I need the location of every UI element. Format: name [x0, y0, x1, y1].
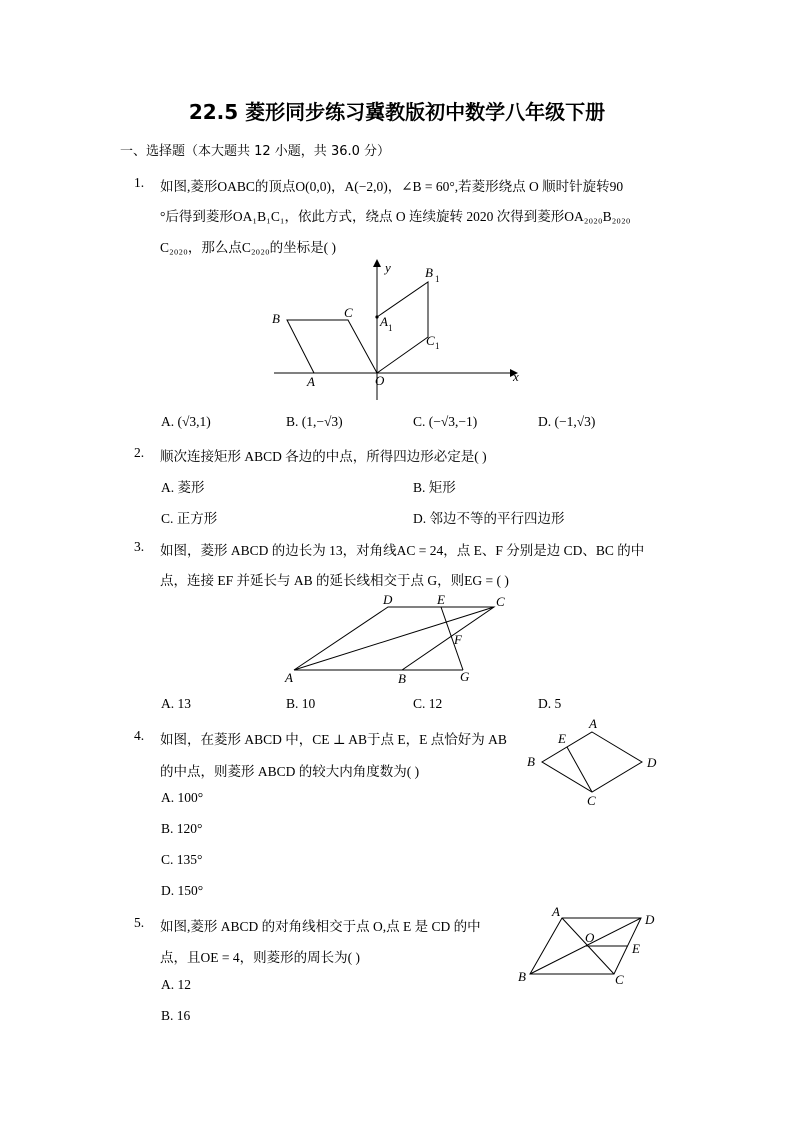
question-number: 2.: [134, 445, 145, 460]
label-c1: C: [426, 333, 435, 348]
question-number: 1.: [134, 175, 145, 190]
diagonal-ac: [294, 607, 494, 670]
label-d: D: [647, 755, 657, 770]
option-b[interactable]: B. 120°: [161, 821, 203, 836]
option-d[interactable]: D. (−1,√3): [538, 414, 596, 429]
option-c[interactable]: C. 12: [413, 696, 443, 711]
label-c: C: [587, 793, 596, 808]
page-title: 22.5 菱形同步练习冀教版初中数学八年级下册: [188, 100, 606, 124]
label-y: y: [385, 260, 391, 275]
question-text: 如图，菱形 ABCD 的边长为 13，对角线AC = 24，点 E、F 分别是边 CD、BC 的中: [160, 543, 645, 558]
option-a[interactable]: A. 12: [161, 977, 191, 992]
question-text: °后得到菱形OA₁B₁C₁，依此方式，绕点 O 连续旋转 2020 次得到菱形OA₂₀₂₀B₂₀₂₀: [160, 209, 631, 224]
label-a: A: [307, 374, 315, 389]
option-b[interactable]: B. 10: [286, 696, 316, 711]
label-c: C: [615, 972, 624, 987]
figure-rotated-rhombus: [262, 255, 532, 407]
question-text: 如图,菱形 ABCD 的对角线相交于点 O,点 E 是 CD 的中: [160, 919, 481, 934]
label-x: x: [513, 369, 519, 384]
option-a[interactable]: A. 13: [161, 696, 191, 711]
question-text: 如图,菱形OABC的顶点O(0,0)，A(−2,0)，∠B = 60°,若菱形绕点 O 顺时针旋转90: [160, 179, 624, 194]
label-b1: B: [425, 265, 433, 280]
figure-rhombus-ce: [520, 712, 670, 812]
label-c: C: [344, 305, 353, 320]
label-c1-sub: 1: [435, 341, 440, 351]
option-a[interactable]: A. (√3,1): [161, 414, 211, 429]
label-a: A: [285, 670, 293, 685]
question-text: 点，且OE = 4，则菱形的周长为( ): [160, 950, 360, 965]
section-heading: 一、选择题（本大题共 12 小题，共 36.0 分）: [120, 144, 391, 159]
option-a[interactable]: A. 菱形: [161, 480, 205, 495]
y-axis-arrow: [373, 259, 381, 267]
option-d[interactable]: D. 5: [538, 696, 562, 711]
label-a1: A: [380, 314, 388, 329]
label-f: F: [454, 632, 462, 647]
label-o: O: [585, 930, 595, 945]
label-e: E: [632, 941, 640, 956]
point-a1: [375, 315, 378, 318]
label-e: E: [437, 592, 445, 607]
option-d[interactable]: D. 150°: [161, 883, 204, 898]
label-d: D: [645, 912, 655, 927]
rhombus-abcd: [542, 732, 642, 792]
option-c[interactable]: C. 135°: [161, 852, 203, 867]
question-text: 的中点，则菱形 ABCD 的较大内角度数为( ): [160, 764, 420, 779]
option-d[interactable]: D. 邻边不等的平行四边形: [413, 511, 565, 526]
figure-rhombus-efg: [280, 592, 520, 690]
question-number: 4.: [134, 728, 145, 743]
question-number: 5.: [134, 915, 145, 930]
label-a1-sub: 1: [388, 323, 393, 333]
rhombus-oabc: [287, 320, 377, 373]
option-c[interactable]: C. (−√3,−1): [413, 414, 478, 429]
label-b: B: [518, 969, 526, 984]
label-b: B: [527, 754, 535, 769]
label-e: E: [558, 731, 566, 746]
label-a: A: [552, 904, 560, 919]
question-text: 如图，在菱形 ABCD 中，CE ⊥ AB于点 E，E 点恰好为 AB: [160, 732, 507, 747]
label-d: D: [383, 592, 393, 607]
label-b: B: [272, 311, 280, 326]
label-b: B: [398, 671, 406, 686]
option-b[interactable]: B. 16: [161, 1008, 191, 1023]
label-g: G: [460, 669, 470, 684]
option-a[interactable]: A. 100°: [161, 790, 204, 805]
figure-rhombus-oe: [512, 904, 672, 988]
option-b[interactable]: B. (1,−√3): [286, 414, 343, 429]
option-c[interactable]: C. 正方形: [161, 511, 218, 526]
label-c: C: [496, 594, 505, 609]
question-text: 点，连接 EF 并延长与 AB 的延长线相交于点 G，则EG = ( ): [160, 573, 509, 588]
question-text: 顺次连接矩形 ABCD 各边的中点，所得四边形必定是( ): [160, 449, 487, 464]
question-number: 3.: [134, 539, 145, 554]
option-b[interactable]: B. 矩形: [413, 480, 456, 495]
question-text: C₂₀₂₀，那么点C₂₀₂₀的坐标是( ): [160, 240, 337, 255]
label-o: O: [375, 373, 385, 388]
label-a: A: [589, 716, 597, 731]
segment-ce: [567, 747, 592, 792]
label-b1-sub: 1: [435, 274, 440, 284]
